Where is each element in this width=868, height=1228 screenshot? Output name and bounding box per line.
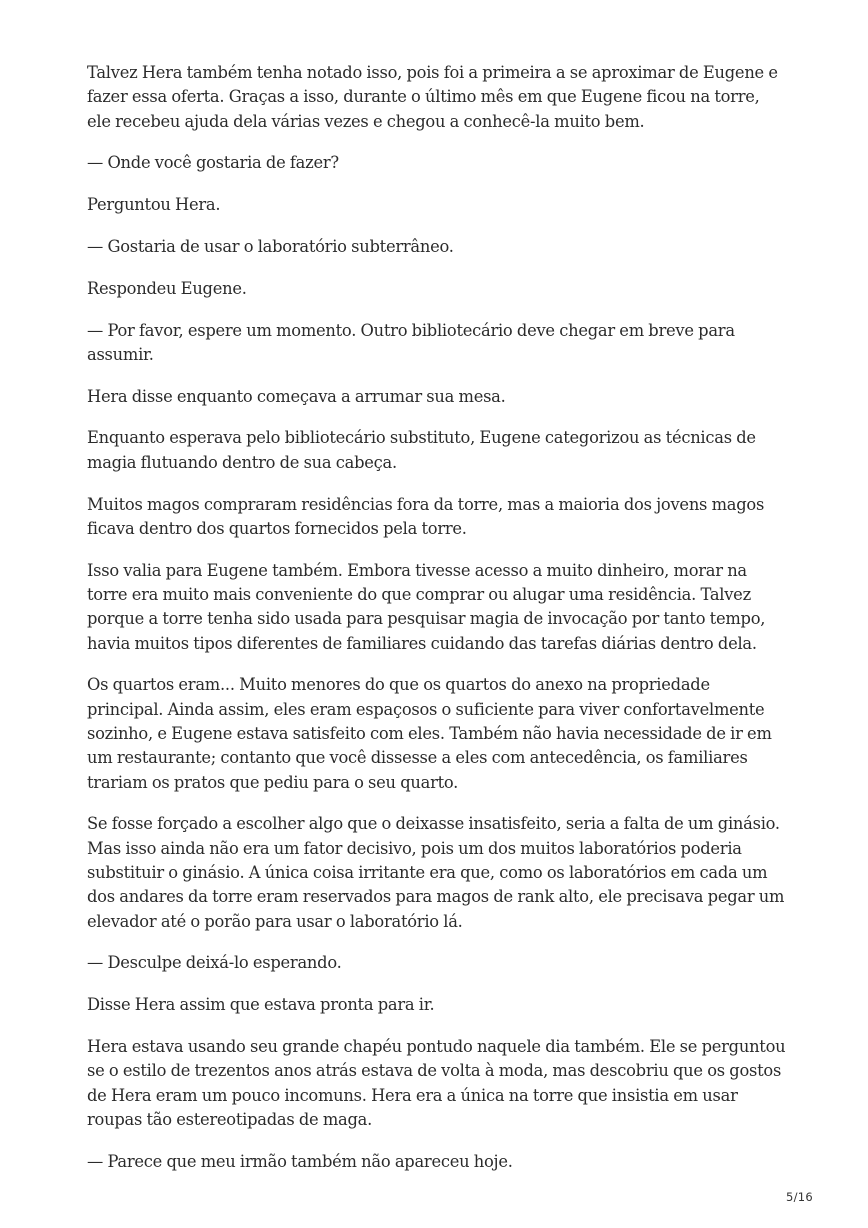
paragraph: Isso valia para Eugene também. Embora tivesse acesso a muito dinheiro, morar na torre era muito mais conveniente do que comprar ou alugar uma residência. Talvez porque a torre tenha sido usada para pesquisar magia de invocação por tanto tempo, havia muitos tipos diferentes de familiares cuidando das tarefas diárias dentro dela. — [87, 560, 766, 653]
dialogue-line: — Onde você gostaria de fazer? — [87, 153, 339, 173]
paragraph: Os quartos eram... Muito menores do que os quartos do anexo na propriedade principal. Ainda assim, eles eram espaçosos o suficiente para viver confortavelmente sozinho, e Eugene estava satisfeito com eles. Também não havia necessidade de ir em um restaurante; contanto que você dissesse a eles com antecedência, os familiares trariam os pratos que pediu para o seu quarto. — [87, 675, 772, 792]
dialogue-line: — Gostaria de usar o laboratório subterrâneo. — [87, 236, 454, 256]
paragraph: Enquanto esperava pelo bibliotecário substituto, Eugene categorizou as técnicas de magia flutuando dentro de sua cabeça. — [87, 428, 756, 472]
paragraph: Disse Hera assim que estava pronta para ir. — [87, 995, 435, 1015]
paragraph: Talvez Hera também tenha notado isso, pois foi a primeira a se aproximar de Eugene e fazer essa oferta. Graças a isso, durante o último mês em que Eugene ficou na torre, ele recebeu ajuda dela várias vezes e chegou a conhecê-la muito bem. — [87, 63, 778, 131]
paragraph: Perguntou Hera. — [87, 195, 221, 215]
paragraph: Muitos magos compraram residências fora da torre, mas a maioria dos jovens magos ficava dentro dos quartos fornecidos pela torre. — [87, 494, 765, 538]
dialogue-line: — Parece que meu irmão também não apareceu hoje. — [87, 1151, 513, 1171]
page-number: 5/16 — [785, 1190, 813, 1204]
paragraph: Se fosse forçado a escolher algo que o deixasse insatisfeito, seria a falta de um ginásio. Mas isso ainda não era um fator decisivo, pois um dos muitos laboratórios poderia substituir o ginásio. A única coisa irritante era que, como os laboratórios em cada um dos andares da torre eram reservados para magos de rank alto, ele precisava pegar um elevador até o porão para usar o laboratório lá. — [87, 814, 785, 931]
dialogue-line: — Por favor, espere um momento. Outro bibliotecário deve chegar em breve para assumir. — [87, 320, 735, 364]
paragraph: Hera estava usando seu grande chapéu pontudo naquele dia também. Ele se perguntou se o estilo de trezentos anos atrás estava de volta à moda, mas descobriu que os gostos de Hera eram um pouco incomuns. Hera era a única na torre que insistia em usar roupas tão estereotipadas de maga. — [87, 1036, 786, 1129]
dialogue-line: — Desculpe deixá-lo esperando. — [87, 953, 342, 973]
paragraph: Respondeu Eugene. — [87, 278, 247, 298]
paragraph: Hera disse enquanto começava a arrumar sua mesa. — [87, 386, 506, 406]
document-body — [87, 61, 787, 1191]
